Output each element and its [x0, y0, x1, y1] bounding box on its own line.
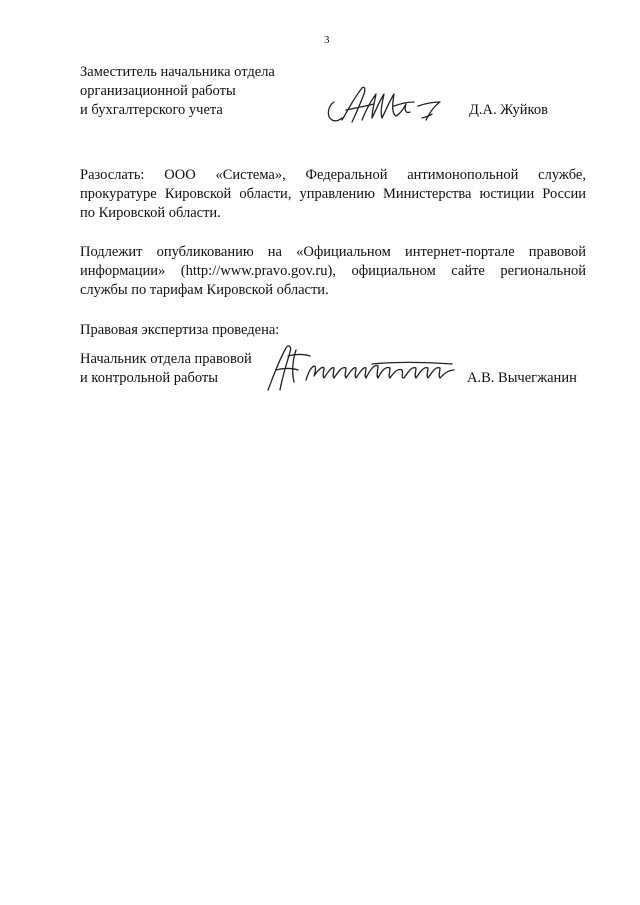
distribution-line: прокуратуре Кировской области, управлению Министерства юстиции России	[80, 186, 586, 202]
publication-line: информации» (http://www.pravo.gov.ru), официальном сайте региональной	[80, 263, 586, 279]
signatory-1-title	[80, 63, 275, 120]
signatory-2-title-line: Начальник отдела правовой	[80, 351, 252, 367]
signatory-1-title-line: организационной работы	[80, 83, 236, 99]
publication-line: Подлежит опубликованию на «Официальном интернет-портале правовой	[80, 244, 586, 260]
publication-line: службы по тарифам Кировской области.	[80, 282, 329, 298]
page-number: 3	[324, 34, 330, 46]
signatory-1-title-line: Заместитель начальника отдела	[80, 64, 275, 80]
signatory-1-title-line: и бухгалтерского учета	[80, 102, 223, 118]
signatory-2-title-line: и контрольной работы	[80, 370, 218, 386]
legal-review-text: Правовая экспертиза проведена:	[80, 322, 280, 338]
distribution-paragraph	[80, 166, 586, 223]
signatory-2-name: А.В. Вычегжанин	[467, 370, 577, 386]
distribution-line: по Кировской области.	[80, 205, 221, 221]
signatory-2-title	[80, 350, 252, 388]
signatory-1-name: Д.А. Жуйков	[469, 102, 548, 118]
signature-1-image	[322, 80, 452, 128]
publication-paragraph	[80, 243, 586, 300]
distribution-line: Разослать: ООО «Система», Федеральной антимонопольной службе,	[80, 167, 586, 183]
signature-2-image	[262, 340, 462, 396]
